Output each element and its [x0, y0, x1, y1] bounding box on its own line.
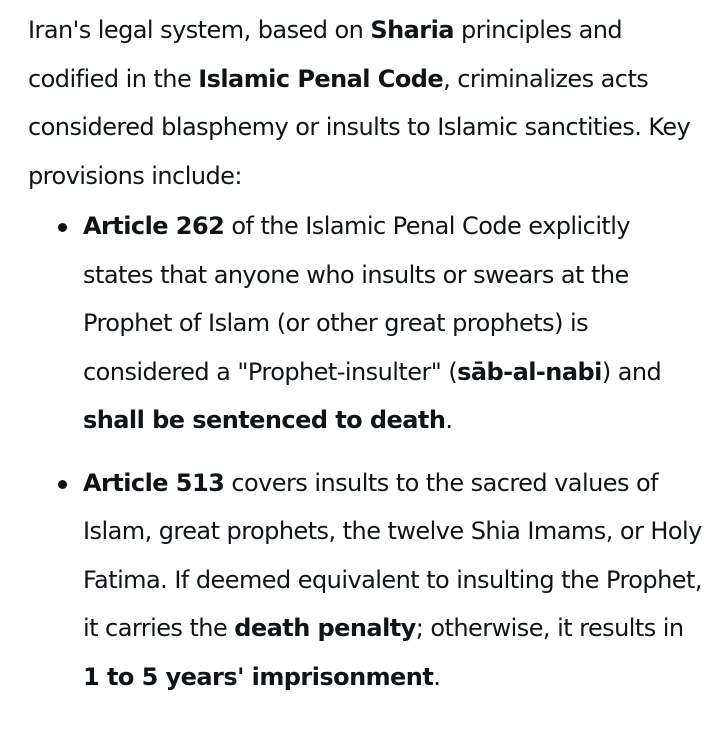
intro-paragraph	[28, 6, 706, 200]
item-text: of the Islamic Penal Code explicitly states that anyone who insults or swears at the Prophet of Islam (or other great prophets) is considered a "Prophet-insulter" (	[83, 212, 631, 386]
provisions-list	[28, 202, 706, 701]
penalty-emphasis: death penalty	[234, 614, 416, 642]
item-text: ; otherwise, it results in	[415, 614, 684, 642]
item-text: .	[445, 406, 453, 434]
article-heading: Article 262	[83, 212, 225, 240]
list-item	[28, 202, 706, 445]
sharia-term: Sharia	[370, 16, 454, 44]
penalty-emphasis: 1 to 5 years' imprisonment	[83, 662, 434, 691]
bullet-icon	[58, 223, 67, 232]
item-text: covers insults to the sacred values of Islam, great prophets, the twelve Shia Imams, or Holy Fatima. If deemed equivalent to insulting the Prophet, it carries the	[83, 468, 702, 642]
intro-text: Iran's legal system, based on	[28, 16, 371, 44]
bullet-icon	[58, 480, 67, 489]
article-heading: Article 513	[83, 468, 225, 497]
item-text: .	[433, 662, 441, 691]
item-text: ) and	[601, 357, 662, 386]
intro-text: principles and codified in the	[28, 16, 623, 93]
term-emphasis: sāb-al-nabi	[457, 357, 602, 386]
penal-code-term: Islamic Penal Code	[198, 64, 444, 93]
intro-text: , criminalizes acts considered blasphemy or insults to Islamic sanctities. Key provisions include:	[28, 64, 691, 190]
list-item	[28, 459, 706, 702]
penalty-emphasis: shall be sentenced to death	[83, 406, 446, 434]
